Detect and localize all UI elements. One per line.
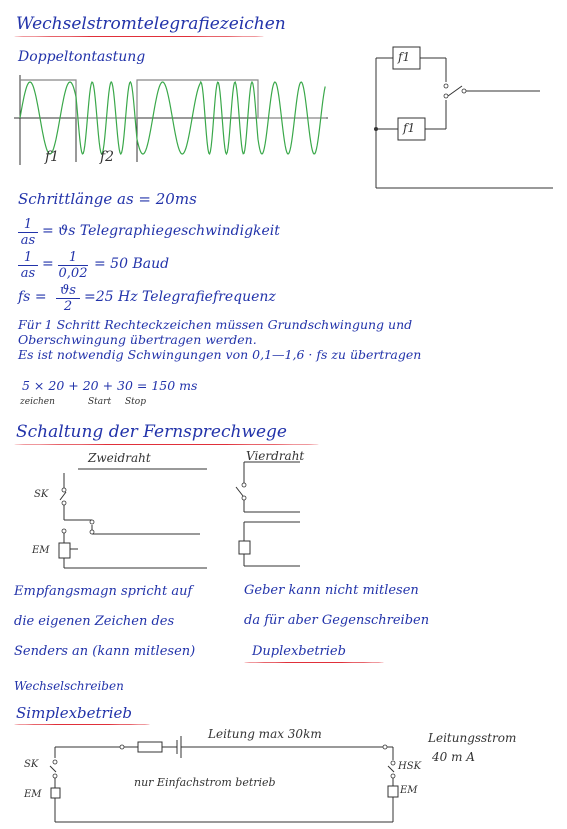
wave-label-f2: f2 [100,149,115,165]
title-underline [14,36,264,37]
vierdraht-label: Vierdraht [246,449,305,463]
page-title: Wechselstromtelegrafiezeichen [16,14,286,34]
schaltung-underline [14,444,319,445]
vierdraht-circuit [236,462,300,566]
simplex-sk: SK [24,759,39,770]
waveform-axes [14,75,328,165]
eq2-fraction [18,251,38,280]
calc-zeichen: zeichen [20,397,55,407]
block-f1b-label: f1 [403,121,416,135]
schrittlaenge: Schrittlänge as = 20ms [18,190,197,208]
eq2-den2: 0,02 [58,266,88,281]
calc-line: 5 × 20 + 20 + 30 = 150 ms [22,378,198,393]
leitung-label: Leitung max 30km [208,727,322,741]
leitungsstrom-label: Leitungsstrom [428,731,517,745]
eq1-rest: = ϑs Telegraphiegeschwindigkeit [42,223,280,239]
zweidraht-sk: SK [34,489,49,500]
eq2-num: 1 [23,250,33,265]
duplex-underline [244,662,384,663]
eq3-den: 2 [63,299,73,314]
left-text-1: Empfangsmagn spricht auf [14,584,193,599]
eq3-rest: =25 Hz Telegrafiefrequenz [84,289,276,305]
eq1-num: 1 [23,217,33,232]
simplex-center-text: nur Einfachstrom betrieb [134,776,276,789]
eq1-fraction [18,218,38,247]
calc-start: Start [88,397,112,407]
wave-label-f1: f1 [45,149,60,165]
simplex-underline [14,724,150,725]
simplex-em-left: EM [24,789,42,800]
right-text-2: da für aber Gegenschreiben [244,613,430,628]
text-line-1: Für 1 Schritt Rechteckzeichen müssen Grundschwingung und [18,317,413,332]
zweidraht-circuit [59,469,207,568]
block-diagram [376,47,553,188]
eq2-num2: 1 [68,250,78,265]
eq2-rest: = 50 Baud [94,256,170,272]
zweidraht-label: Zweidraht [88,451,151,465]
zweidraht-em: EM [32,545,50,556]
leitungsstrom-value: 40 m A [432,750,475,764]
text-line-2: Oberschwingung übertragen werden. [18,332,257,347]
duplex-label: Duplexbetrieb [252,644,346,659]
schaltung-heading: Schaltung der Fernsprechwege [16,422,287,442]
calc-stop: Stop [125,397,146,407]
text-line-3: Es ist notwendig Schwingungen von 0,1—1,6 · fs zu übertragen [18,347,422,362]
right-text-1: Geber kann nicht mitlesen [244,583,419,598]
eq2-equals: = [42,256,54,272]
simplex-em-right: EM [400,785,418,796]
eq3-left: fs = [18,289,47,305]
left-text-3: Senders an (kann mitlesen) [14,644,196,659]
doppeltastung-heading: Doppeltontastung [18,49,146,65]
eq3-num: ϑs [60,283,76,298]
simplex-heading: Simplexbetrieb [16,704,132,722]
square-wave [20,80,326,118]
eq2-fraction2 [58,251,88,280]
simplex-hsk: HSK [398,761,422,772]
eq3-fraction [56,284,80,313]
left-text-2: die eigenen Zeichen des [14,614,175,629]
block-f1-label: f1 [398,50,411,64]
eq1-den: as [20,233,36,248]
eq2-den: as [20,266,36,281]
wechselschreiben: Wechselschreiben [14,679,124,693]
